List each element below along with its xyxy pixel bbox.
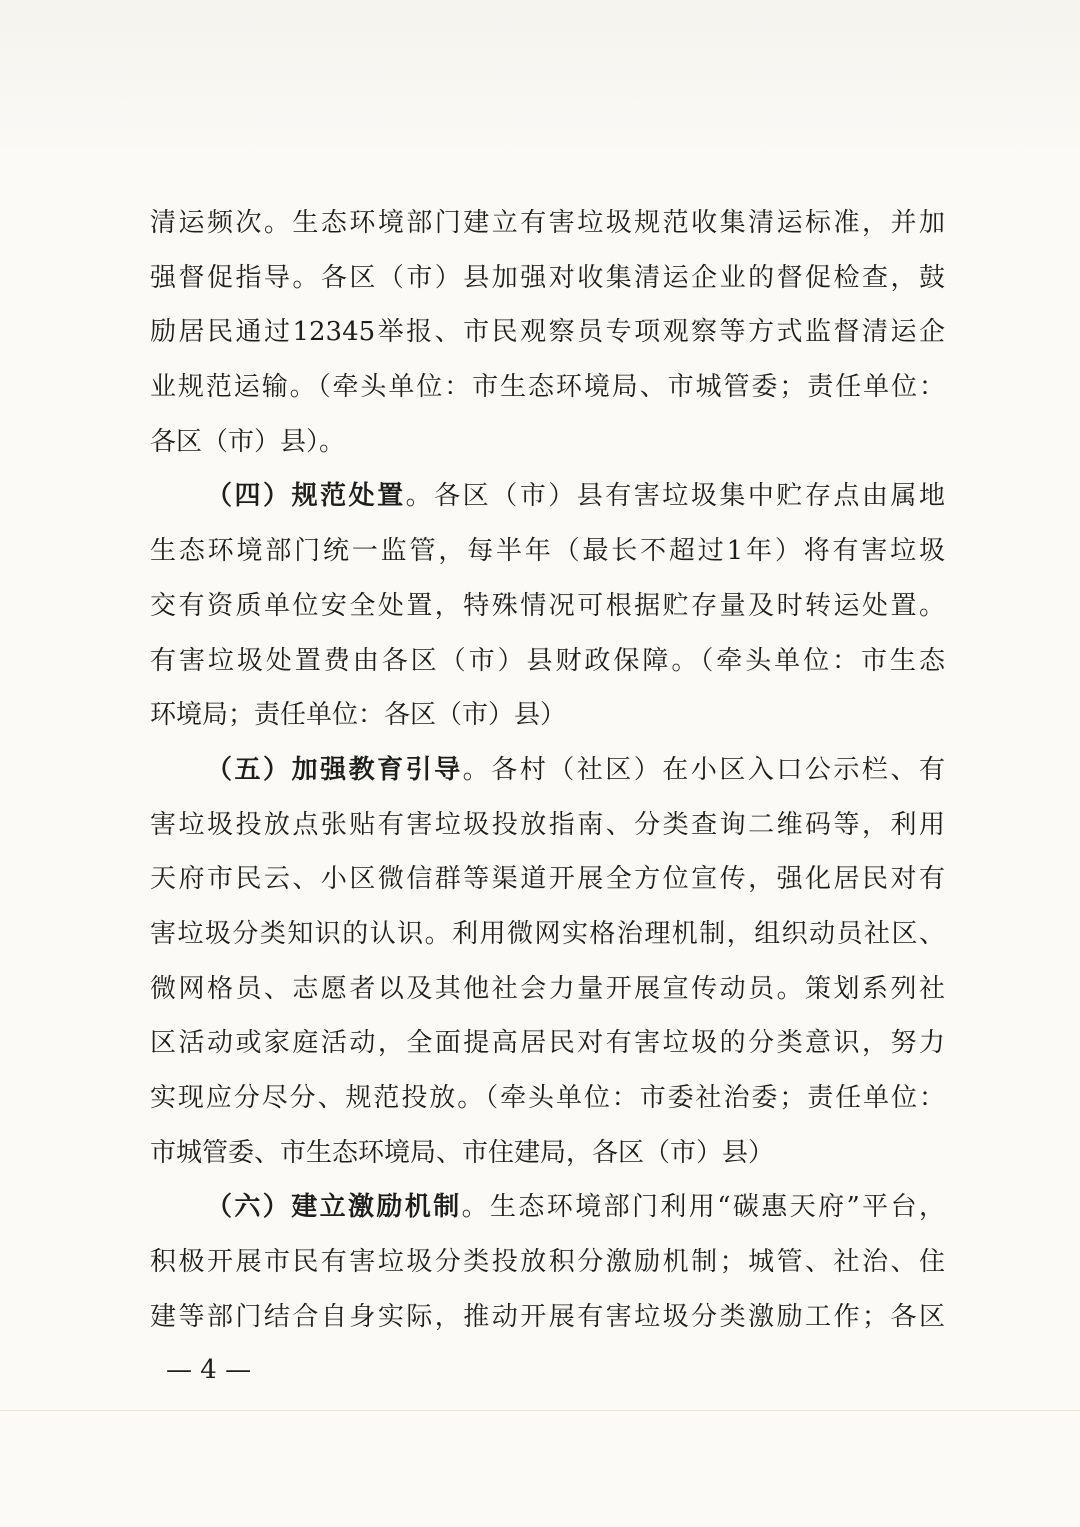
section-heading-word: 规范处置 [291, 481, 406, 512]
text-line: 害垃圾分类知识的认识。利用微网实格治理机制，组织动员社区、 [150, 918, 945, 949]
text-line: 积极开展市民有害垃圾分类投放积分激励机制；城管、社治、住 [150, 1247, 945, 1278]
text-line: 交有资质单位安全处置，特殊情况可根据贮存量及时转运处置。 [150, 590, 945, 621]
section-five-first-line [150, 743, 945, 798]
section-heading-word: 建立激励机制 [291, 1192, 462, 1223]
text-line: 微网格员、志愿者以及其他社会力量开展宣传动员。策划系列社 [150, 973, 945, 1004]
text-line: 区活动或家庭活动，全面提高居民对有害垃圾的分类意识，努力 [150, 1028, 945, 1059]
section-text: 。各村（社区）在小区入口公示栏、有 [462, 754, 945, 785]
text-line: 生态环境部门统一监管，每半年（最长不超过1年）将有害垃圾 [150, 536, 945, 567]
section-text: 。各区（市）县有害垃圾集中贮存点由属地 [405, 481, 945, 512]
text-line [292, 755, 945, 785]
section-four-first-line [150, 469, 945, 524]
text-line: 市城管委、市生态环境局、市住建局，各区（市）县） [150, 1137, 775, 1168]
text-line: 各区（市）县）。 [150, 426, 346, 457]
text-line [291, 1192, 945, 1222]
text-line: 业规范运输。（牵头单位：市生态环境局、市城管委；责任单位： [150, 372, 945, 403]
page-number: — 4 — [166, 1355, 252, 1385]
section-six-prefix: （六） [206, 1192, 292, 1223]
text-line [292, 481, 945, 511]
text-line: 天府市民云、小区微信群等渠道开展全方位宣传，强化居民对有 [150, 864, 945, 895]
section-five-prefix: （五） [206, 754, 292, 785]
section-four-prefix: （四） [206, 481, 292, 512]
scan-shading [0, 0, 1080, 160]
text-line: 实现应分尽分、规范投放。（牵头单位：市委社治委；责任单位： [150, 1083, 945, 1113]
section-six-first-line [150, 1180, 945, 1235]
section-heading-word: 加强教育引导 [291, 754, 463, 785]
text-line: 环境局；责任单位：各区（市）县） [150, 700, 567, 731]
document-body [150, 196, 945, 1344]
text-line: 强督促指导。各区（市）县加强对收集清运企业的督促检查，鼓 [150, 262, 945, 293]
text-line: 建等部门结合自身实际，推动开展有害垃圾分类激励工作；各区 [150, 1301, 945, 1332]
text-line: 有害垃圾处置费由各区（市）县财政保障。（牵头单位：市生态 [150, 645, 945, 676]
text-line: 清运频次。生态环境部门建立有害垃圾规范收集清运标准，并加 [150, 208, 945, 238]
text-line: 励居民通过12345举报、市民观察员专项观察等方式监督清运企 [150, 317, 945, 348]
text-line: 害垃圾投放点张贴有害垃圾投放指南、分类查询二维码等，利用 [150, 809, 945, 840]
scan-fold-line [0, 1410, 1080, 1411]
section-text: 。生态环境部门利用“碳惠天府”平台， [461, 1192, 945, 1223]
